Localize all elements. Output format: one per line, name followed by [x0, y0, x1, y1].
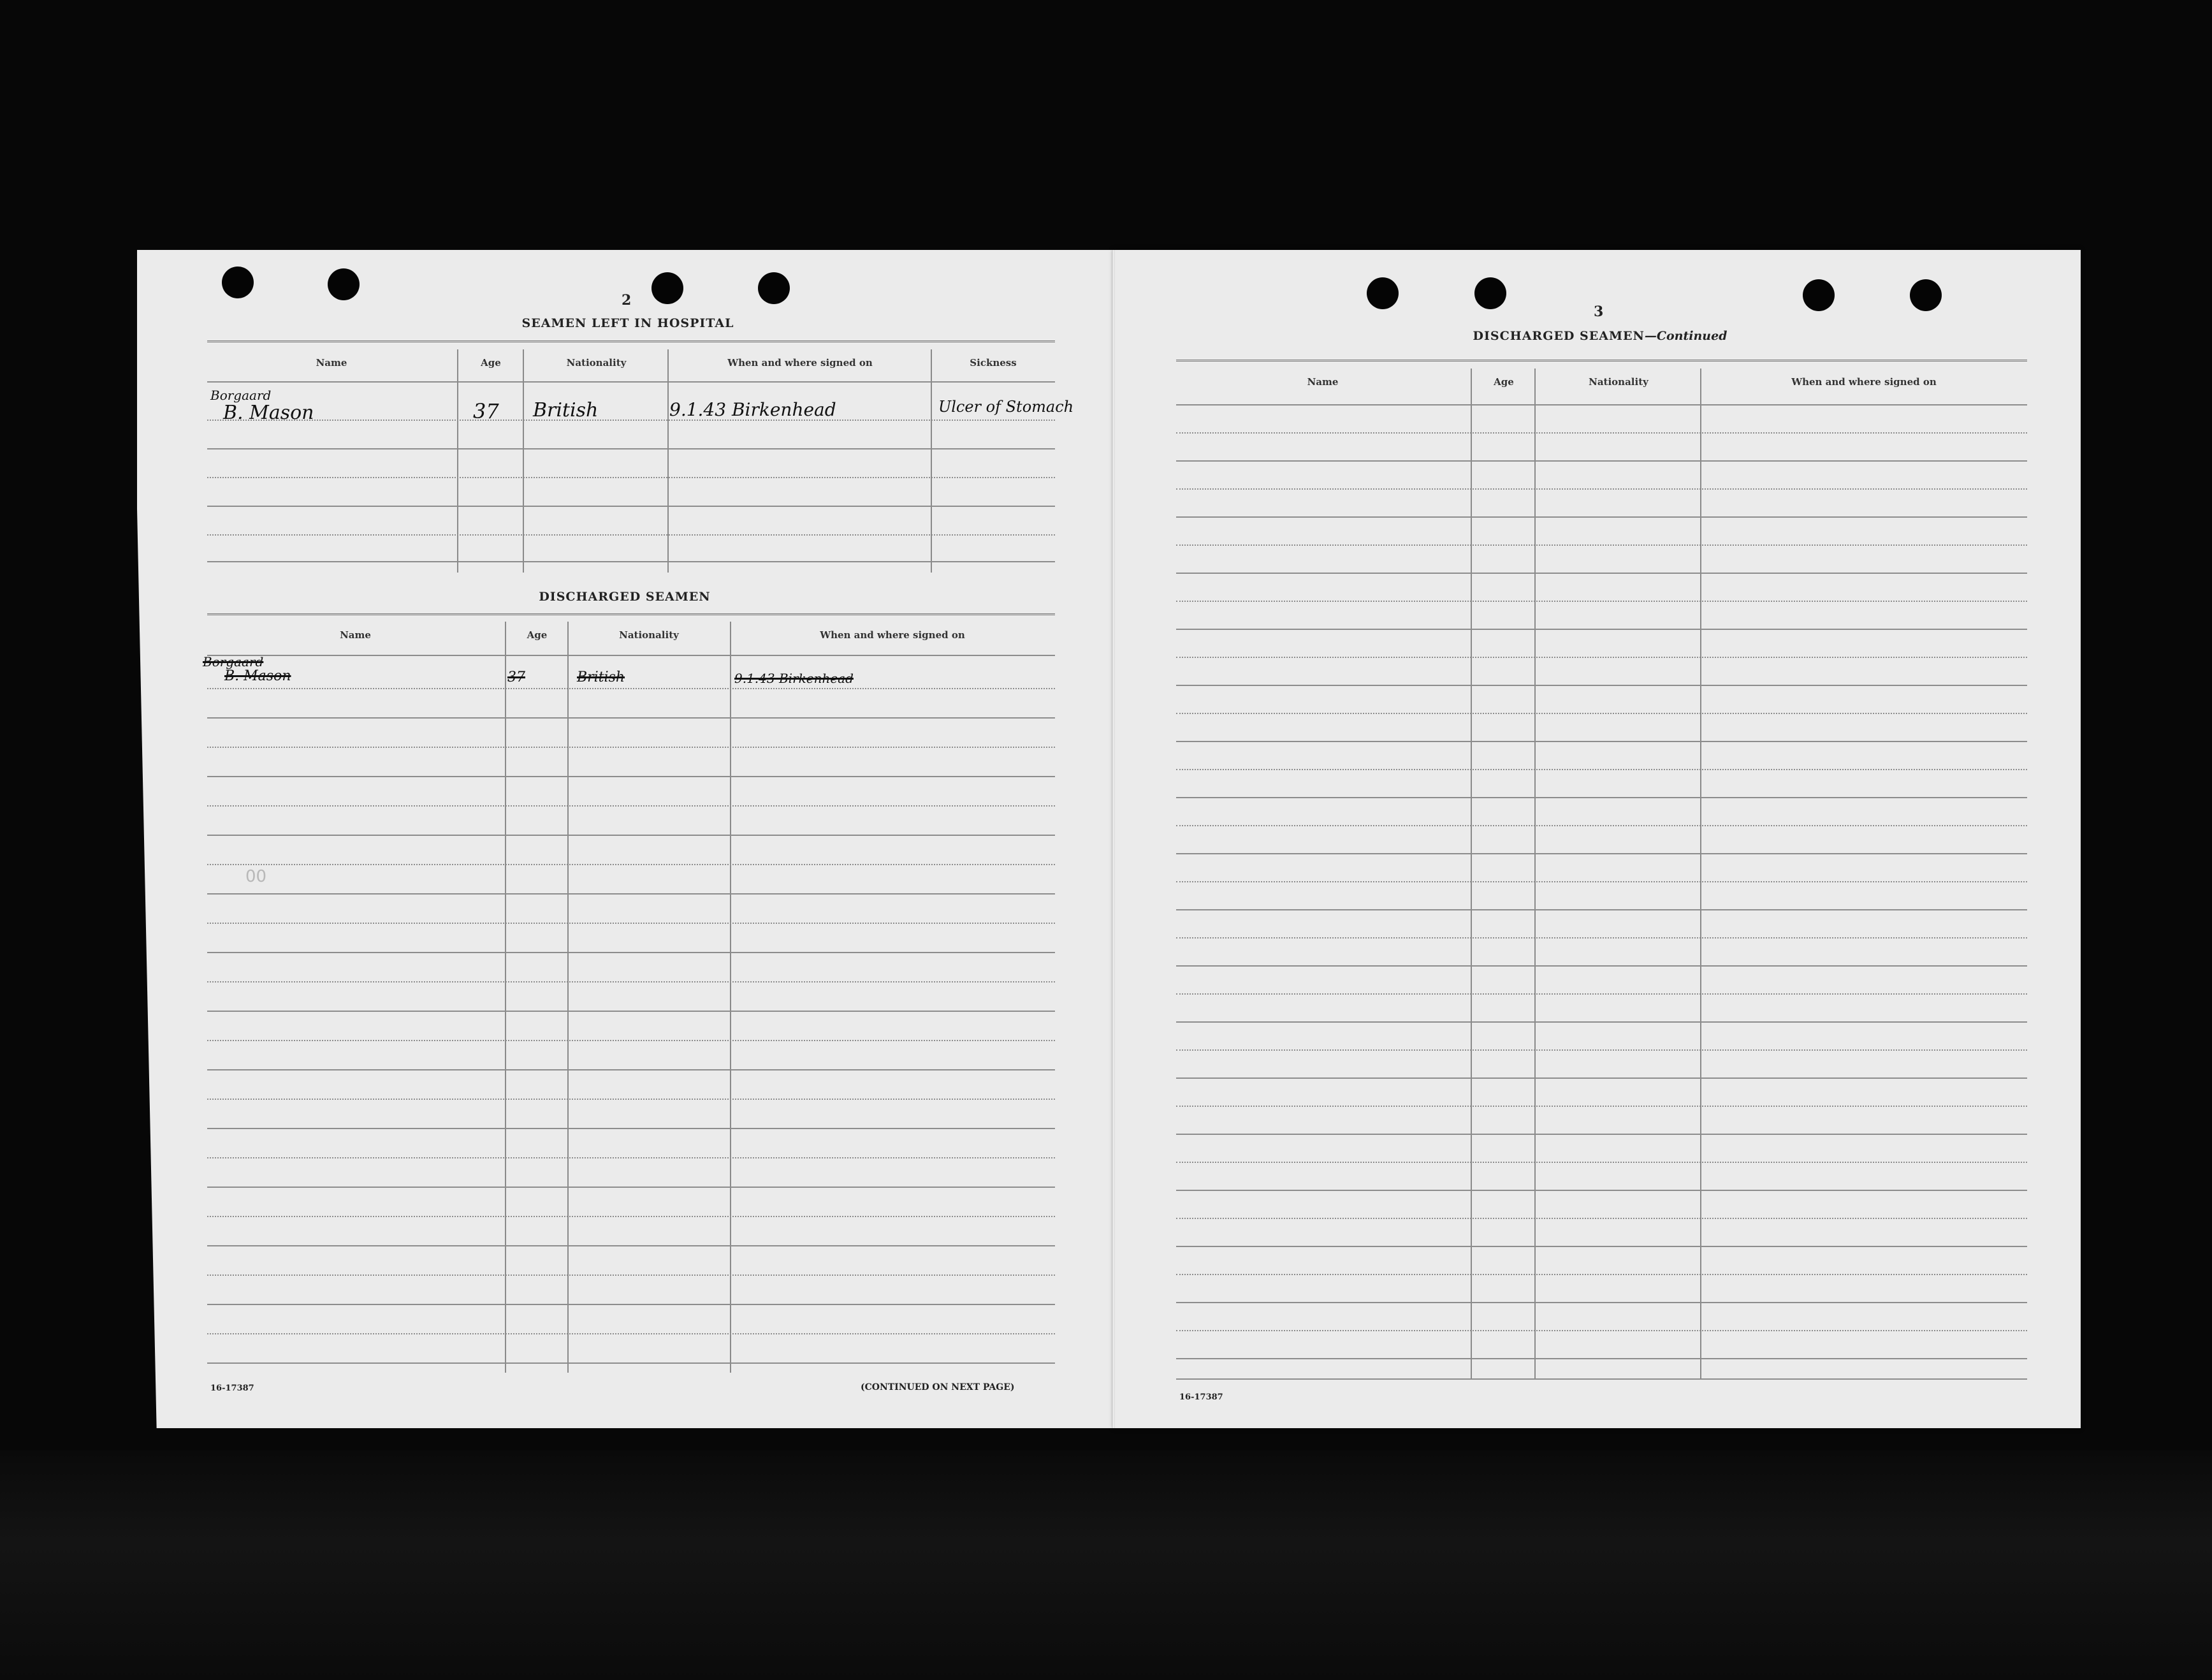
form-number: 16-17387 [210, 1384, 254, 1393]
row-line [207, 688, 1055, 689]
row-line [1176, 685, 2027, 686]
discharged-section-title: DISCHARGED SEAMEN [539, 590, 711, 604]
column-header-age: Age [527, 629, 548, 641]
row-line [1176, 1077, 2027, 1079]
row-line [1176, 1106, 2027, 1107]
row-line [1176, 544, 2027, 546]
hospital-entry-signed-on: 9.1.43 Birkenhead [669, 399, 836, 420]
row-line [207, 1333, 1055, 1334]
discharged-entry-age: 37 [507, 669, 525, 685]
row-line [207, 381, 1055, 383]
column-divider [1534, 369, 1536, 1379]
column-header-name: Name [316, 357, 347, 369]
row-line [1176, 460, 2027, 462]
row-line [1176, 601, 2027, 602]
hospital-table [207, 349, 1055, 574]
section-title-suffix: —Continued [1644, 329, 1728, 343]
column-divider [931, 349, 932, 573]
page-number: 2 [622, 292, 632, 309]
column-header-nationality: Nationality [566, 357, 627, 369]
row-line [207, 835, 1055, 836]
row-line [207, 747, 1055, 748]
punch-hole [328, 268, 360, 300]
row-line [1176, 825, 2027, 826]
section-rule [207, 613, 1055, 615]
row-line [1176, 1246, 2027, 1247]
column-divider [523, 349, 524, 573]
row-line [1176, 937, 2027, 939]
punch-hole [1803, 279, 1835, 311]
row-line [207, 1157, 1055, 1158]
page-number: 3 [1594, 303, 1604, 320]
column-header-name: Name [340, 629, 371, 641]
row-line [1176, 741, 2027, 742]
row-line [1176, 1302, 2027, 1303]
row-line [207, 1099, 1055, 1100]
column-header-signed-on: When and where signed on [727, 357, 873, 369]
column-header-sickness: Sickness [970, 357, 1017, 369]
row-line [207, 1040, 1055, 1041]
column-header-age: Age [481, 357, 501, 369]
hospital-section-title: SEAMEN LEFT IN HOSPITAL [521, 316, 734, 330]
row-line [1176, 629, 2027, 630]
row-line [1176, 1049, 2027, 1051]
background-band [0, 1450, 2212, 1680]
row-line [207, 655, 1055, 656]
column-divider [457, 349, 458, 573]
row-line [1176, 657, 2027, 658]
row-line [1176, 488, 2027, 490]
row-line [1176, 769, 2027, 770]
section-title-text: DISCHARGED SEAMEN [1473, 329, 1645, 343]
row-line [207, 864, 1055, 865]
row-line [207, 534, 1055, 536]
row-line [207, 1128, 1055, 1129]
discharged-entry-name-line1: Borgaard [203, 654, 264, 669]
row-line [1176, 516, 2027, 518]
discharged-continued-title [1428, 329, 1772, 343]
row-line [207, 1069, 1055, 1070]
column-divider [730, 622, 731, 1373]
column-header-nationality: Nationality [619, 629, 679, 641]
row-line [1176, 1218, 2027, 1219]
row-line [207, 1245, 1055, 1246]
punch-hole [651, 272, 683, 304]
row-line [207, 477, 1055, 478]
form-number: 16-17387 [1179, 1392, 1223, 1402]
discharged-entry-nationality: British [577, 669, 625, 685]
row-line [207, 561, 1055, 562]
punch-hole [758, 272, 790, 304]
discharged-table [207, 622, 1055, 1374]
row-line [207, 952, 1055, 953]
row-line [207, 1011, 1055, 1012]
column-divider [1700, 369, 1701, 1379]
section-rule [1176, 360, 2027, 362]
hospital-entry-age: 37 [473, 399, 499, 423]
faint-pencil-mark: 00 [245, 867, 267, 886]
row-line [207, 923, 1055, 924]
column-divider [567, 622, 569, 1373]
row-line [207, 1187, 1055, 1188]
column-header-signed-on: When and where signed on [1791, 376, 1937, 388]
column-divider [505, 622, 506, 1373]
row-line [1176, 797, 2027, 798]
row-line [1176, 993, 2027, 995]
column-divider [1471, 369, 1472, 1379]
hospital-entry-sickness: Ulcer of Stomach [938, 398, 1074, 416]
row-line [207, 893, 1055, 895]
row-line [1176, 1021, 2027, 1023]
hospital-entry-nationality: British [533, 399, 599, 421]
page-fold [1112, 250, 1115, 1428]
row-line [207, 1216, 1055, 1217]
row-line [207, 506, 1055, 507]
row-line [1176, 1134, 2027, 1135]
row-line [207, 420, 1055, 421]
row-line [1176, 965, 2027, 967]
hospital-entry-name-line2: B. Mason [223, 402, 314, 424]
row-line [207, 1362, 1055, 1364]
row-line [1176, 573, 2027, 574]
discharged-entry-name-line2: B. Mason [224, 668, 291, 684]
row-line [1176, 1378, 2027, 1380]
row-line [207, 717, 1055, 719]
punch-hole [1474, 277, 1506, 309]
row-line [1176, 1162, 2027, 1163]
row-line [1176, 881, 2027, 882]
column-header-age: Age [1494, 376, 1514, 388]
hospital-entry-name-line1: Borgaard [210, 388, 272, 403]
row-line [207, 1275, 1055, 1276]
row-line [1176, 404, 2027, 405]
discharged-entry-signed-on: 9.1.43 Birkenhead [734, 671, 854, 686]
punch-hole [1910, 279, 1942, 311]
continued-table [1176, 369, 2027, 1389]
row-line [207, 1304, 1055, 1305]
column-divider [667, 349, 669, 573]
row-line [1176, 853, 2027, 854]
column-header-signed-on: When and where signed on [820, 629, 965, 641]
section-rule [207, 340, 1055, 342]
row-line [1176, 432, 2027, 434]
row-line [1176, 1358, 2027, 1359]
row-line [207, 805, 1055, 807]
row-line [1176, 1274, 2027, 1275]
column-header-name: Name [1307, 376, 1339, 388]
column-header-nationality: Nationality [1589, 376, 1648, 388]
punch-hole [222, 267, 254, 298]
punch-hole [1367, 277, 1399, 309]
row-line [207, 776, 1055, 777]
row-line [1176, 1330, 2027, 1331]
row-line [1176, 713, 2027, 714]
row-line [1176, 1190, 2027, 1191]
row-line [207, 448, 1055, 449]
row-line [1176, 909, 2027, 910]
continued-note: (CONTINUED ON NEXT PAGE) [861, 1382, 1015, 1392]
row-line [207, 981, 1055, 982]
